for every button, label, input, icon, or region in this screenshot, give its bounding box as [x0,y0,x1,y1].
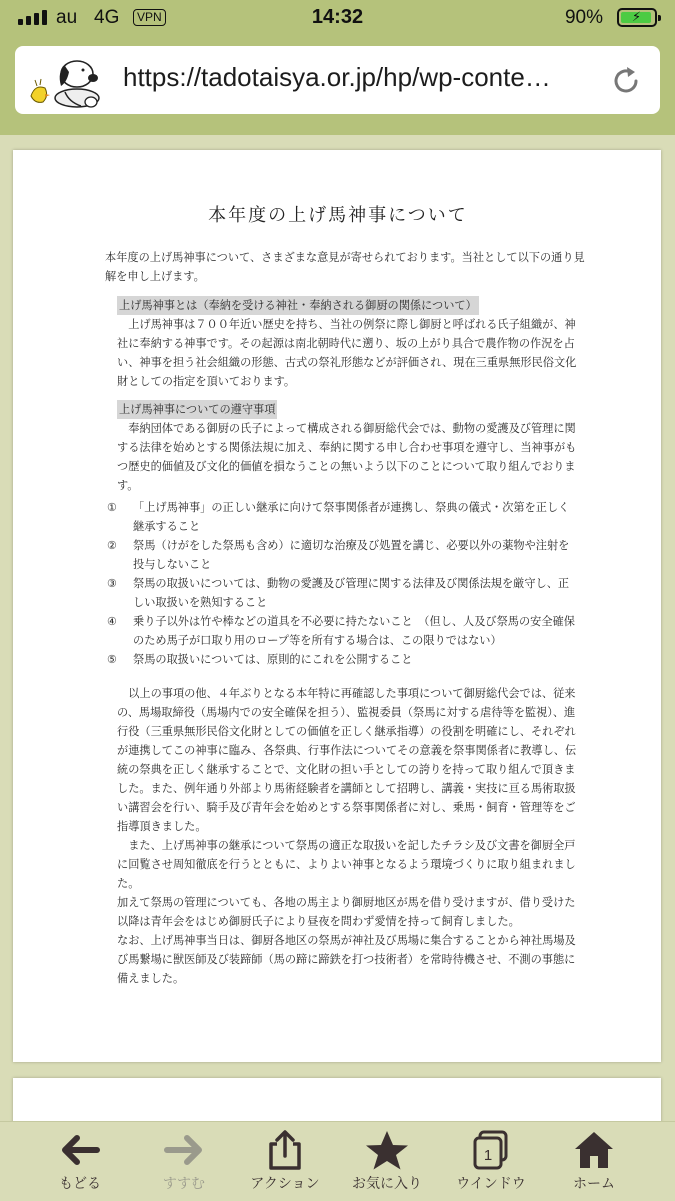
pdf-page [13,150,661,1062]
back-button[interactable] [25,1130,135,1193]
window-count: 1 [483,1147,493,1164]
arrow-right-icon [161,1130,207,1170]
forward-label: すすむ [162,1175,206,1191]
list-text: 乗り子以外は竹や棒などの道具を不必要に持たないこと （但し、人及び祭馬の安全確保のため馬子が口取り用のロープ等を所有する場合は、この限りではない） [133,615,575,647]
vpn-badge: VPN [133,9,166,26]
list-item [107,612,577,650]
status-time: 14:32 [311,6,364,28]
bottom-toolbar [0,1121,675,1201]
compliance-list [107,498,577,669]
home-icon [571,1130,617,1170]
closing-paragraphs [117,684,585,988]
favorites-button[interactable] [332,1130,442,1193]
windows-label: ウインドウ [456,1175,526,1191]
paragraph: また、上げ馬神事の継承について祭馬の適正な取扱いを記したチラシ及び文書を御厨全戸に回覧させ周知徹底を行うとともに、よりよい神事となるよう環境づくりに取り組まれました。 [117,839,576,890]
document-title: 本年度の上げ馬神事について [208,205,468,226]
carrier-name: au [56,7,78,28]
arrow-left-icon [57,1130,103,1170]
list-item [107,498,577,536]
list-item [107,574,577,612]
section2-body: 奉納団体である御厨の氏子によって構成される御厨総代会では、動物の愛護及び管理に関する法律を始めとする関係法規に加え、奉納に関する申し合わせ事項を遵守し、当神事がもつ歴史的価値及び文化的価値を損なうことの無いよう以下のことについて取り組んでおります。 [117,422,577,492]
reload-icon[interactable] [609,64,643,98]
list-number: ① [107,501,118,514]
forward-button[interactable] [129,1130,239,1193]
section1-heading: 上げ馬神事とは（奉納を受ける神社・奉納される御厨の関係について） [117,296,479,315]
section-heading [117,400,585,419]
tabs-icon [468,1130,514,1170]
star-icon [364,1130,410,1170]
snoopy-logo-icon [25,52,111,110]
list-text: 祭馬の取扱いについては、原則的にこれを公開すること [133,653,413,666]
favorites-label: お気に入り [352,1175,422,1191]
status-bar [0,0,675,36]
list-item [107,536,577,574]
list-text: 「上げ馬神事」の正しい継承に向けて祭事関係者が連携し、祭典の儀式・次第を正しく継承すること [133,501,570,533]
section-heading [117,296,585,315]
paragraph: なお、上げ馬神事当日は、御厨各地区の祭馬が神社及び馬場に集合することから神社馬場及び馬繋場に獣医師及び装蹄師（馬の蹄に蹄鉄を打つ技術者）を常時待機させ、不測の事態に備えました。 [117,934,576,985]
paragraph: 以上の事項の他、４年ぶりとなる本年特に再確認した事項について御厨総代会では、従来の、馬場取締役（馬場内での安全確保を担う）、監視委員（祭馬に対する虐待等を監視）、進行役（三重県無形民俗文化財としての価値を正しく継承指導）の役割を明確にし、それぞれが連携してこの神事に臨み、各祭典、行事作法についてその意義を祭事関係者に教導し、伝統の祭典を正しく継承することで、文化財の担い手としての誇りを持って取り組んで頂きました。また、例年通り外部より馬術経験者を講師として招聘し、講義・実技に亘る馬術取扱い講習会を行い、騎手及び青年会を始めとする祭事関係者に対し、乗馬・飼育・管理等をご指導頂きました。 [117,687,577,833]
address-bar[interactable] [15,46,660,114]
list-number: ② [107,539,118,552]
list-text: 祭馬（けがをした祭馬も含め）に適切な治療及び処置を講じ、必要以外の薬物や注射を投与しないこと [133,539,570,571]
home-label: ホーム [573,1175,615,1191]
list-number: ④ [107,615,118,628]
section2-heading: 上げ馬神事についての遵守事項 [117,400,277,419]
network-type: 4G [94,7,120,28]
battery-percentage: 90% [564,7,603,28]
battery-icon: ⚡ [617,8,657,27]
windows-button[interactable] [436,1130,546,1193]
section1-body: 上げ馬神事は７００年近い歴史を持ち、当社の例祭に際し御厨と呼ばれる氏子組織が、神社に奉納する神事です。その起源は南北朝時代に遡り、坂の上がり具合で農作物の作況を占い、神事を担う社会組織の形態、古式の祭礼形態などが評価され、現在三重県無形民俗文化財としての指定を頂いております。 [117,318,577,388]
share-icon [262,1130,308,1170]
list-number: ③ [107,577,118,590]
url-text[interactable]: https://tadotaisya.or.jp/hp/wp-conte… [123,62,551,92]
intro-paragraph: 本年度の上げ馬神事について、さまざまな意見が寄せられております。当社として以下の通り見解を申し上げます。 [105,251,585,283]
action-label: アクション [250,1175,320,1191]
list-item [107,650,577,669]
list-number: ⑤ [107,653,118,666]
list-text: 祭馬の取扱いについては、動物の愛護及び管理に関する法律及び関係法規を厳守し、正しい取扱いを熟知すること [133,577,570,609]
action-button[interactable] [230,1130,340,1193]
back-label: もどる [59,1175,101,1191]
home-button[interactable] [539,1130,649,1193]
paragraph: 加えて祭馬の管理についても、各地の馬主より御厨地区が馬を借り受けますが、借り受けた以降は青年会をはじめ御厨氏子により昼夜を問わず愛情を持って飼育しました。 [117,896,576,928]
browser-header [0,36,675,135]
